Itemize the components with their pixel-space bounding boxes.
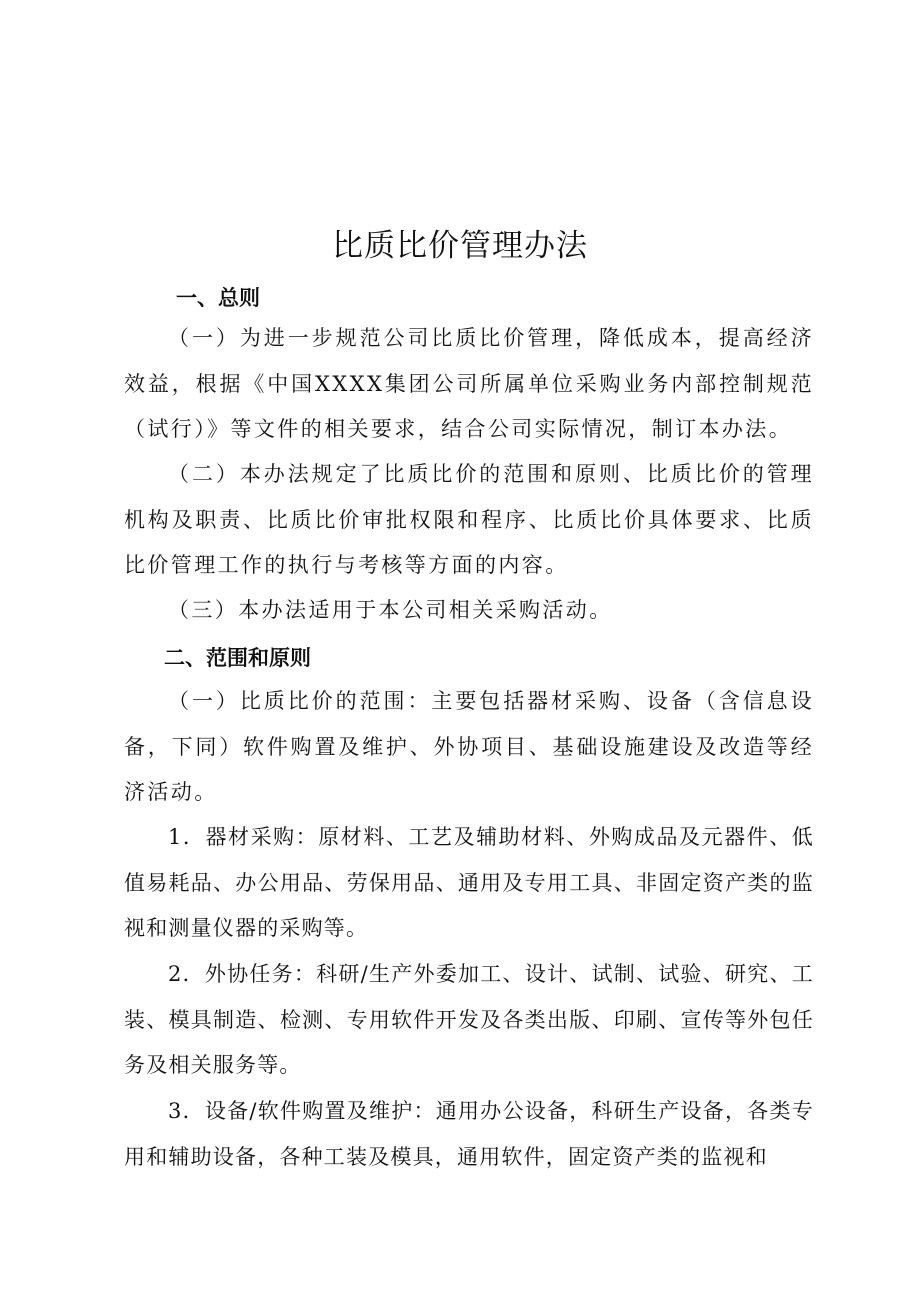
list-item-materials: 1．器材采购：原材料、工艺及辅助材料、外购成品及元器件、低值易耗品、办公用品、劳保用品、通用及专用工具、非固定资产类的监视和测量仪器的采购等。 [124,825,814,940]
paragraph-1-1: （一）为进一步规范公司比质比价管理，降低成本，提高经济效益，根据《中国XXXX集团公司所属单位采购业务内部控制规范（试行）》等文件的相关要求，结合公司实际情况，制订本办法。 [124,326,814,441]
section-heading-scope: 二、范围和原则 [164,646,311,670]
paragraph-1-3: （三）本办法适用于本公司相关采购活动。 [168,598,613,622]
paragraph-1-2: （二）本办法规定了比质比价的范围和原则、比质比价的管理机构及职责、比质比价审批权限和程序、比质比价具体要求、比质比价管理工作的执行与考核等方面的内容。 [124,462,814,577]
paragraph-2-1: （一）比质比价的范围：主要包括器材采购、设备（含信息设备，下同）软件购置及维护、外协项目、基础设施建设及改造等经济活动。 [124,689,814,804]
list-item-equipment: 3．设备/软件购置及维护：通用办公设备，科研生产设备，各类专用和辅助设备，各种工装及模具，通用软件，固定资产类的监视和 [124,1099,814,1169]
document-title: 比质比价管理办法 [332,228,588,264]
list-item-outsourcing: 2．外协任务：科研/生产外委加工、设计、试制、试验、研究、工装、模具制造、检测、专用软件开发及各类出版、印刷、宣传等外包任务及相关服务等。 [124,962,814,1077]
section-heading-general: 一、总则 [176,286,260,310]
